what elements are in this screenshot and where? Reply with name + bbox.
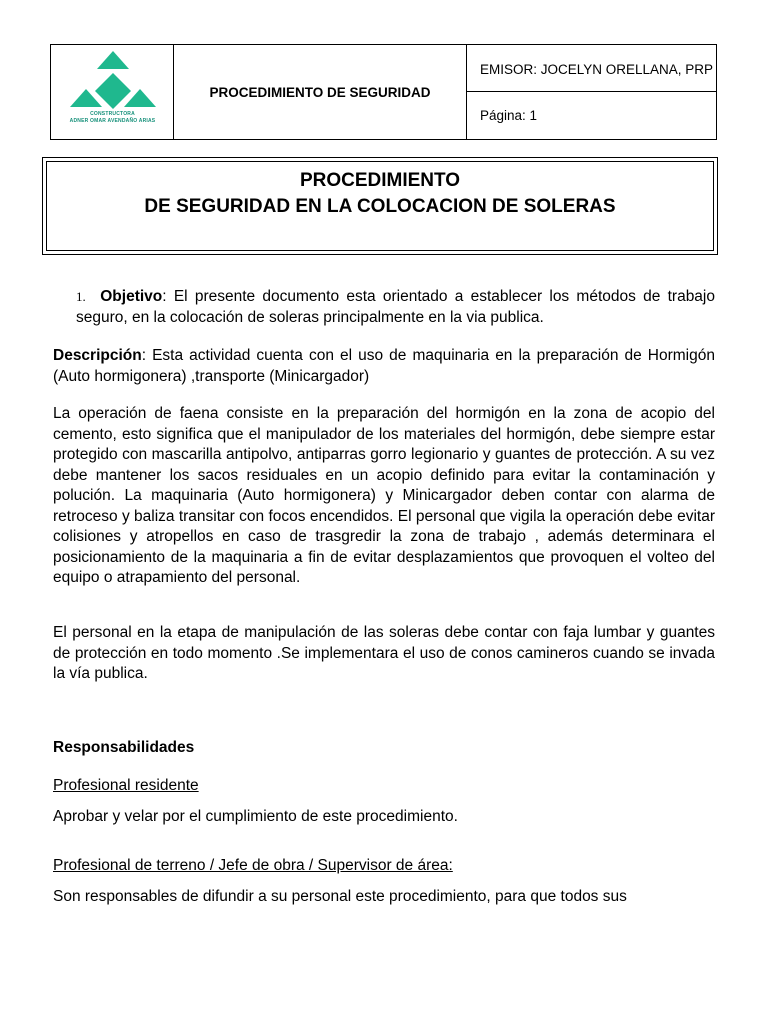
- responsabilidades-heading: [53, 738, 715, 759]
- page-number: Página: 1: [480, 108, 538, 123]
- terreno-heading: Profesional de terreno / Jefe de obra / Supervisor de área:: [53, 857, 453, 874]
- personal-paragraph: El personal en la etapa de manipulación de las soleras debe contar con faja lumbar y guantes de protección en todo momento .Se implementara el uso de conos camineros cuando se invada la vía publica.: [53, 624, 715, 682]
- descripcion-label: Descripción: [53, 347, 142, 364]
- descripcion-text: : Esta actividad cuenta con el uso de maquinaria en la preparación de Hormigón (Auto hormigonera) ,transporte (Minicargador): [53, 347, 715, 385]
- header-meta: [467, 45, 716, 139]
- operacion-paragraph: La operación de faena consiste en la preparación del hormigón en la zona de acopio del cemento, esto significa que el manipulador de los materiales del hormigón, debe siempre estar protegido con mascarilla antipolvo, antiparras gorro legionario y guantes de protección. A su vez debe mantener los sacos residuales en un acopio definido para evitar la contaminación y polución. La maquinaria (Auto hormigonera) y Minicargador deben contar con alarma de retroceso y baliza transitar con focos encendidos. El personal que vigila la operación debe evitar colisiones y atropellos en caso de trasgredir la zona de trabajo , además determinara el posicionamiento de la maquinaria a fin de evitar desplazamientos que provoquen el volteo del equipo o atrapamiento del personal.: [53, 405, 715, 586]
- title-line-1: PROCEDIMIENTO: [299, 170, 461, 191]
- header-title: PROCEDIMIENTO DE SEGURIDAD: [174, 45, 467, 139]
- terreno-text: Son responsables de difundir a su personal este procedimiento, para que todos sus: [53, 888, 627, 905]
- responsabilidades-heading-text: Responsabilidades: [53, 739, 195, 756]
- company-logo-icon: [66, 51, 160, 113]
- title-box: [42, 157, 718, 255]
- logo-cell: [51, 45, 174, 139]
- objetivo-paragraph: [76, 287, 715, 328]
- residente-text: Aprobar y velar por el cumplimiento de este procedimiento.: [53, 808, 458, 825]
- residente-heading: Profesional residente: [53, 777, 199, 794]
- emisor-field: EMISOR: JOCELYN ORELLANA, PRP: [467, 45, 716, 92]
- objetivo-label: Objetivo: [100, 288, 163, 305]
- logo-line-2: ADNER OMAR AVENDAÑO ARIAS: [69, 118, 156, 124]
- logo-line-1: CONSTRUCTORA: [90, 111, 135, 117]
- objetivo-text: : El presente documento esta orientado a establecer los métodos de trabajo seguro, en la colocación de soleras principalmente en la via publica.: [76, 288, 715, 326]
- objetivo-number: 1.: [76, 289, 86, 304]
- descripcion-paragraph: [53, 346, 715, 387]
- title-line-2: DE SEGURIDAD EN LA COLOCACION DE SOLERAS: [144, 196, 616, 217]
- document-header-table: [50, 44, 717, 140]
